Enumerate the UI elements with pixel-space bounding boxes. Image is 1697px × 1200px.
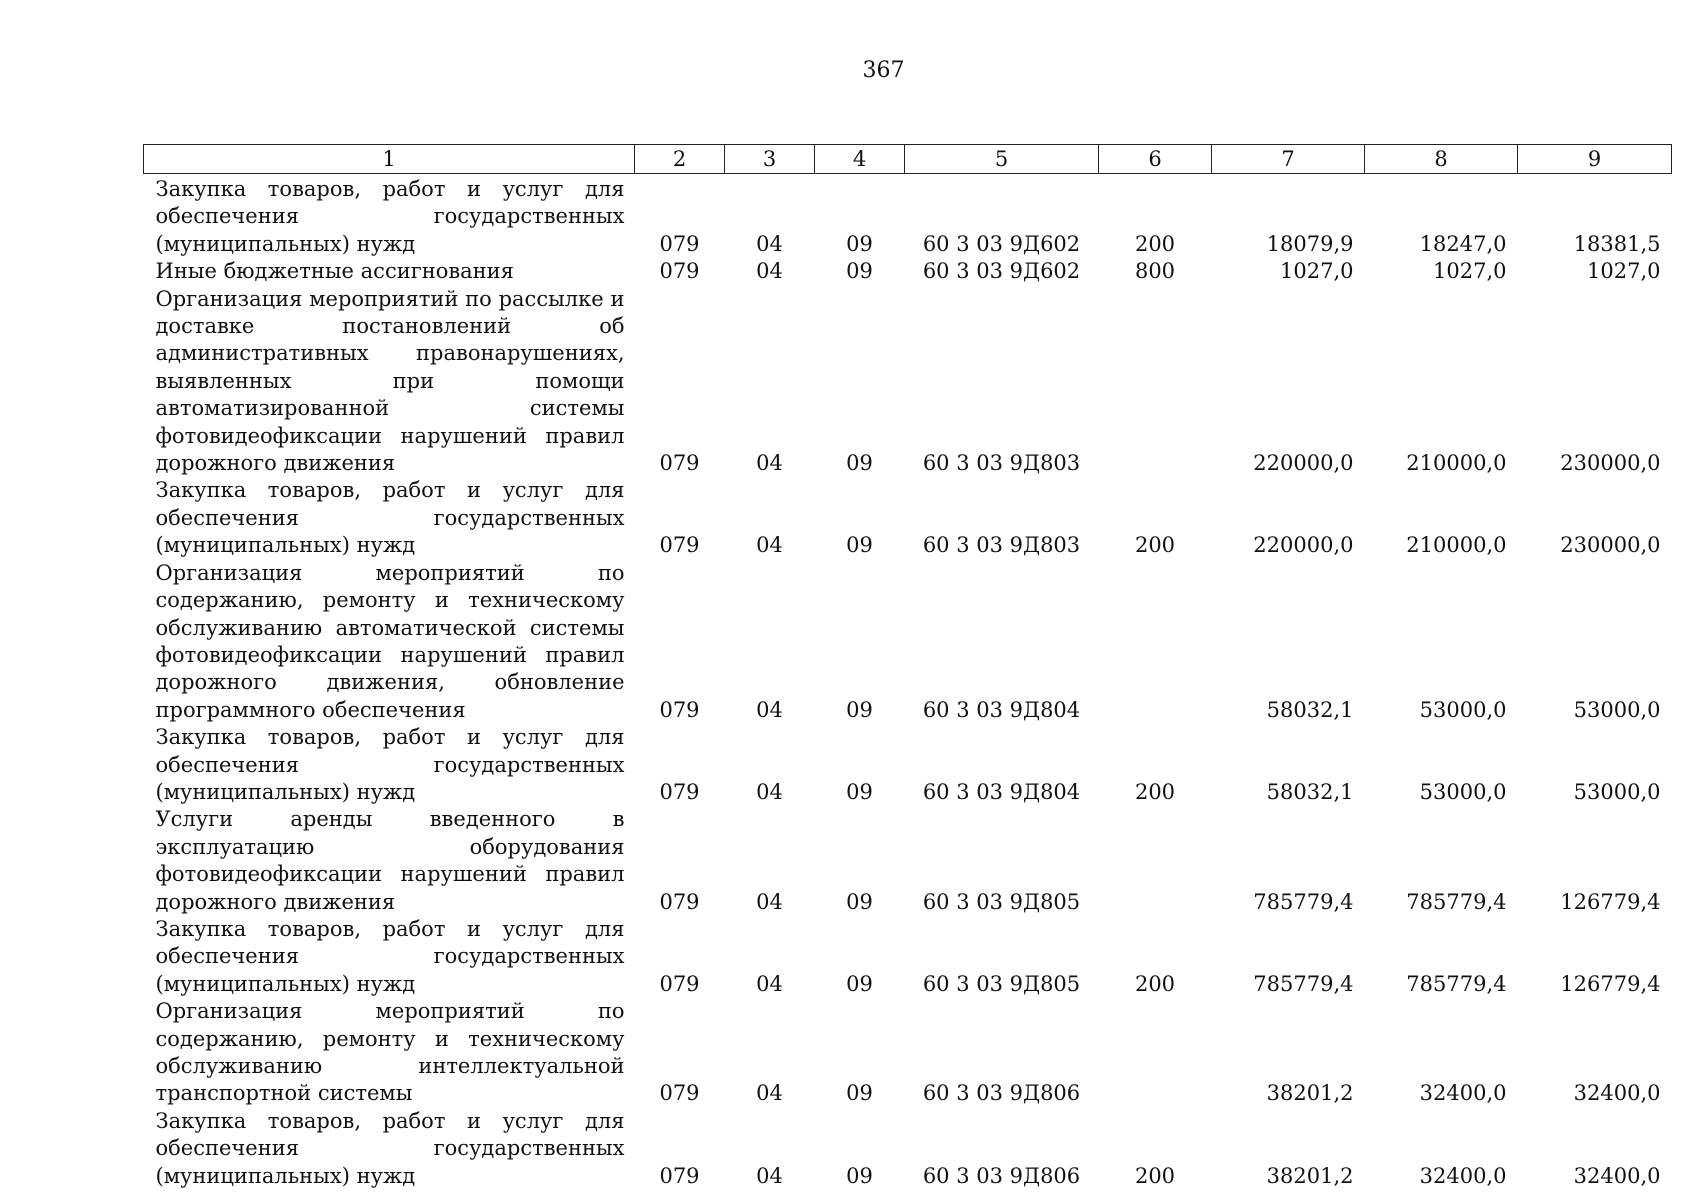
amount-col7-cell: 1027,0 — [1280, 259, 1354, 284]
subsection-code-cell: 09 — [846, 451, 873, 476]
expense-type-cell — [1099, 806, 1212, 916]
subsection-code-cell: 09 — [846, 1081, 873, 1106]
section-code-cell: 04 — [756, 231, 783, 256]
section-code-cell: 04 — [756, 259, 783, 284]
target-article-cell: 60 3 03 9Д806 — [922, 1163, 1081, 1188]
amount-col9-cell: 32400,0 — [1573, 1163, 1661, 1188]
table-row — [144, 916, 1672, 998]
department-code-cell: 079 — [659, 697, 700, 722]
amount-col9-cell: 126779,4 — [1560, 971, 1661, 996]
section-code-cell: 04 — [756, 779, 783, 804]
department-code-cell: 079 — [659, 451, 700, 476]
amount-col8-cell: 210000,0 — [1406, 533, 1507, 558]
amount-col9-cell: 230000,0 — [1560, 451, 1661, 476]
subsection-code-cell: 09 — [846, 1163, 873, 1188]
target-article-cell: 60 3 03 9Д804 — [922, 779, 1081, 804]
amount-col9-cell: 53000,0 — [1573, 697, 1661, 722]
table-row — [144, 477, 1672, 559]
column-header: 4 — [815, 145, 905, 174]
expense-type-cell: 200 — [1134, 971, 1176, 996]
table-row — [144, 998, 1672, 1108]
table-row — [144, 724, 1672, 806]
amount-col8-cell: 785779,4 — [1406, 889, 1507, 914]
amount-col8-cell: 32400,0 — [1419, 1163, 1507, 1188]
amount-col8-cell: 32400,0 — [1419, 1081, 1507, 1106]
expense-type-cell — [1099, 998, 1212, 1108]
department-code-cell: 079 — [659, 231, 700, 256]
table-row — [144, 258, 1672, 285]
amount-col8-cell: 1027,0 — [1433, 259, 1507, 284]
budget-table — [143, 144, 1672, 1190]
amount-col7-cell: 220000,0 — [1253, 533, 1354, 558]
amount-col7-cell: 785779,4 — [1253, 889, 1354, 914]
item-name-cell: Услуги аренды введенного в эксплуатацию оборудования фотовидеофиксации нарушений правил дорожного движения — [155, 807, 625, 914]
expense-type-cell: 200 — [1134, 1163, 1176, 1188]
amount-col9-cell: 18381,5 — [1573, 231, 1661, 256]
column-header: 5 — [905, 145, 1099, 174]
table-row — [144, 806, 1672, 916]
expense-type-cell: 200 — [1134, 533, 1176, 558]
subsection-code-cell: 09 — [846, 231, 873, 256]
department-code-cell: 079 — [659, 1081, 700, 1106]
item-name-cell: Закупка товаров, работ и услуг для обеспечения государственных (муниципальных) нужд — [155, 478, 625, 558]
section-code-cell: 04 — [756, 451, 783, 476]
target-article-cell: 60 3 03 9Д806 — [922, 1081, 1081, 1106]
amount-col7-cell: 58032,1 — [1266, 779, 1354, 804]
target-article-cell: 60 3 03 9Д805 — [922, 889, 1081, 914]
department-code-cell: 079 — [659, 779, 700, 804]
item-name-cell: Закупка товаров, работ и услуг для обеспечения государственных (муниципальных) нужд — [155, 916, 625, 996]
item-name-cell: Иные бюджетные ассигнования — [155, 259, 514, 284]
subsection-code-cell: 09 — [846, 971, 873, 996]
table-row — [144, 174, 1672, 259]
section-code-cell: 04 — [756, 697, 783, 722]
amount-col8-cell: 785779,4 — [1406, 971, 1507, 996]
item-name-cell: Организация мероприятий по содержанию, ремонту и техническому обслуживанию интеллектуальной транспортной системы — [155, 999, 625, 1106]
table-row — [144, 1108, 1672, 1190]
amount-col8-cell: 53000,0 — [1419, 697, 1507, 722]
department-code-cell: 079 — [659, 259, 700, 284]
amount-col7-cell: 220000,0 — [1253, 451, 1354, 476]
table-row — [144, 286, 1672, 478]
expense-type-cell: 200 — [1134, 779, 1176, 804]
page-number: 367 — [862, 58, 905, 83]
column-header: 2 — [635, 145, 725, 174]
column-header: 1 — [144, 145, 635, 174]
department-code-cell: 079 — [659, 533, 700, 558]
department-code-cell: 079 — [659, 971, 700, 996]
section-code-cell: 04 — [756, 533, 783, 558]
item-name-cell: Организация мероприятий по содержанию, ремонту и техническому обслуживанию автоматической системы фотовидеофиксации нарушений правил дорожного движения, обновление программного обеспечения — [155, 560, 625, 722]
column-header: 9 — [1518, 145, 1672, 174]
column-header: 6 — [1099, 145, 1212, 174]
subsection-code-cell: 09 — [846, 697, 873, 722]
expense-type-cell: 800 — [1134, 259, 1176, 284]
section-code-cell: 04 — [756, 1081, 783, 1106]
amount-col8-cell: 18247,0 — [1419, 231, 1507, 256]
amount-col8-cell: 210000,0 — [1406, 451, 1507, 476]
item-name-cell: Закупка товаров, работ и услуг для обеспечения государственных (муниципальных) нужд — [155, 1108, 625, 1188]
table-header-row — [144, 145, 1672, 174]
item-name-cell: Организация мероприятий по рассылке и доставке постановлений об административных правонарушениях, выявленных при помощи автоматизированной системы фотовидеофиксации нарушений правил дорожного движения — [155, 286, 625, 476]
target-article-cell: 60 3 03 9Д803 — [922, 533, 1081, 558]
item-name-cell: Закупка товаров, работ и услуг для обеспечения государственных (муниципальных) нужд — [155, 725, 625, 804]
section-code-cell: 04 — [756, 1163, 783, 1188]
amount-col9-cell: 53000,0 — [1573, 779, 1661, 804]
target-article-cell: 60 3 03 9Д805 — [922, 971, 1081, 996]
amount-col7-cell: 38201,2 — [1266, 1163, 1354, 1188]
amount-col9-cell: 126779,4 — [1560, 889, 1661, 914]
target-article-cell: 60 3 03 9Д602 — [922, 259, 1081, 284]
expense-type-cell — [1099, 286, 1212, 478]
subsection-code-cell: 09 — [846, 533, 873, 558]
amount-col7-cell: 18079,9 — [1266, 231, 1354, 256]
column-header: 7 — [1212, 145, 1365, 174]
amount-col9-cell: 230000,0 — [1560, 533, 1661, 558]
amount-col9-cell: 32400,0 — [1573, 1081, 1661, 1106]
table-row — [144, 560, 1672, 724]
amount-col8-cell: 53000,0 — [1419, 779, 1507, 804]
section-code-cell: 04 — [756, 889, 783, 914]
subsection-code-cell: 09 — [846, 779, 873, 804]
department-code-cell: 079 — [659, 1163, 700, 1188]
amount-col7-cell: 38201,2 — [1266, 1081, 1354, 1106]
expense-type-cell: 200 — [1134, 231, 1176, 256]
column-header: 3 — [725, 145, 815, 174]
expense-type-cell — [1099, 560, 1212, 724]
section-code-cell: 04 — [756, 971, 783, 996]
item-name-cell: Закупка товаров, работ и услуг для обеспечения государственных (муниципальных) нужд — [155, 177, 625, 256]
amount-col7-cell: 785779,4 — [1253, 971, 1354, 996]
target-article-cell: 60 3 03 9Д602 — [922, 231, 1081, 256]
column-header: 8 — [1365, 145, 1518, 174]
target-article-cell: 60 3 03 9Д803 — [922, 451, 1081, 476]
amount-col9-cell: 1027,0 — [1587, 259, 1661, 284]
subsection-code-cell: 09 — [846, 259, 873, 284]
amount-col7-cell: 58032,1 — [1266, 697, 1354, 722]
department-code-cell: 079 — [659, 889, 700, 914]
subsection-code-cell: 09 — [846, 889, 873, 914]
target-article-cell: 60 3 03 9Д804 — [922, 697, 1081, 722]
